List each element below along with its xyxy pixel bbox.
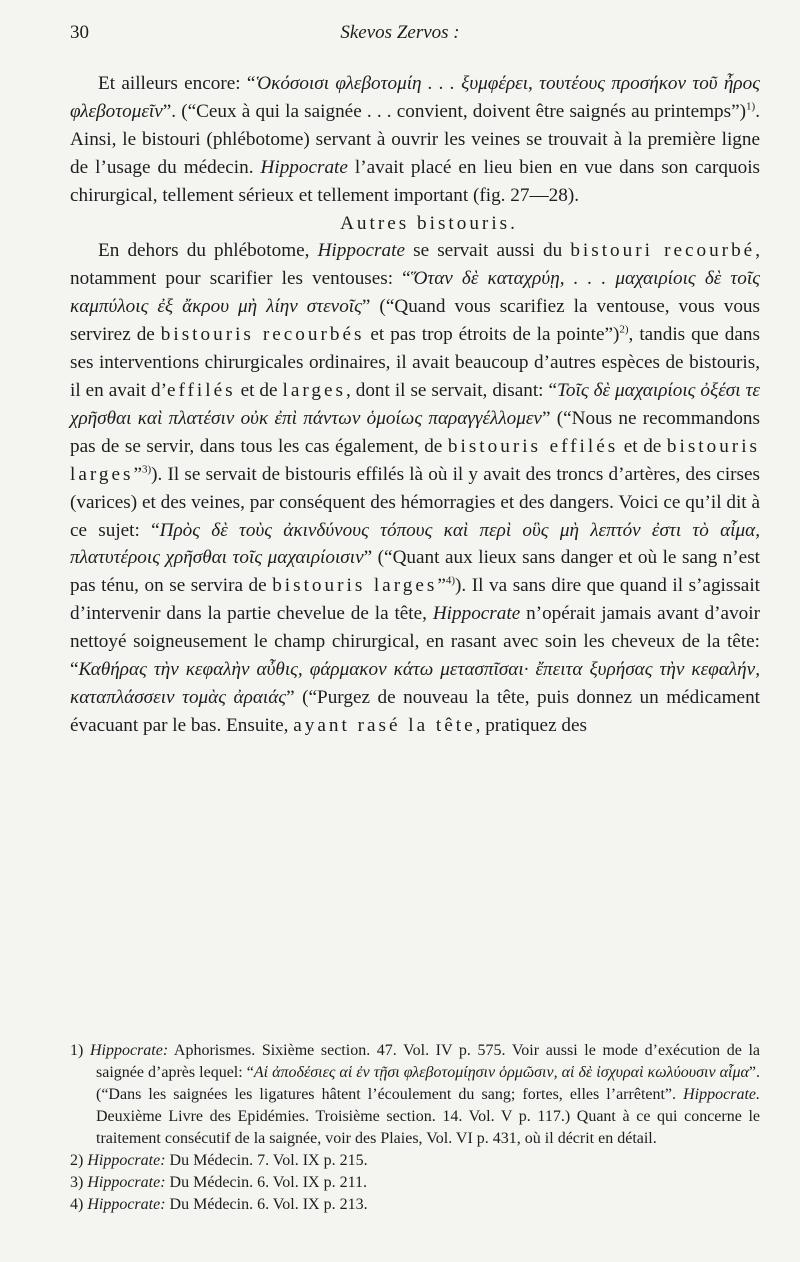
author-name: Hippocrate	[317, 240, 405, 262]
emphasis: bistouris larges	[70, 435, 760, 485]
emphasis: bistouris effilés	[447, 435, 619, 457]
footnote-4: 4) Hippocrate: Du Médecin. 6. Vol. IX p. 213.	[70, 1196, 368, 1213]
greek-quote: Πρὸς δὲ τοὺς ἀκινδύνους τόπους καὶ περὶ οὓς μὴ λεπτόν ἐστι τὸ αἷμα, πλατυτέροις χρῆσθαι τοῖς μαχαιρίοισιν	[70, 519, 760, 569]
paragraph-2: En dehors du phlébotome, Hippocrate se servait aussi du bistouri recourbé, notamment pour scarifier les ventouses: “Ὅταν δὲ καταχρύῃ, . . . μαχαιρίοις δὲ τοῖς καμπύλοις ἐξ ἄκρου μὴ λίην στενοῖς” (“Quand vous scarifiez la ventouse, vous vous servirez de bistouris recourbés et pas trop étroits de la pointe”)$^{2)}$, tandis que dans ses interventions chirurgicales ordinaires, il avait beaucoup d’autres espèces de bistouris, il en avait d’effilés et de larges, dont il se servait, disant: “Τοῖς δὲ μαχαιρίοις ὀξέσι τε χρῆσθαι καὶ πλατέσιν οὐκ ἐπὶ πάντων ὁμοίως παραγγέλλομεν” (“Nous ne recommandons pas de se servir, dans tous les cas également, de bistouris effilés et de bistouris larges”$^{3)}$). Il se servait de bistouris effilés là où il y avait des troncs d’artères, des cirses (varices) et des veines, par conséquent des hémorragies et des dangers. Voici ce qu’il dit à ce sujet: “Πρὸς δὲ τοὺς ἀκινδύνους τόπους καὶ περὶ οὓς μὴ λεπτόν ἐστι τὸ αἷμα, πλατυτέροις χρῆσθαι τοῖς μαχαιρίοισιν” (“Quant aux lieux sans danger et où le sang n’est pas ténu, on se servira de bistouris larges”$^{4)}$). Il va sans dire que quand il s’agissait d’intervenir dans la partie chevelue de la tête, Hippocrate n’opérait jamais avant d’avoir nettoyé soigneusement le champ chirurgical, en rasant avec soin les cheveux de la tête: “Καθήρας τὴν κεφαλὴν αὖθις, φάρμακον κάτω μετασπῖσαι· ἔπειτα ξυρήσας τὴν κεφαλήν, καταπλάσσειν τομὰς ἀραιάς” (“Purgez de nouveau la tête, puis donnez un médicament évacuant par le bas. Ensuite, ayant rasé la tête, pratiquez des	[70, 240, 760, 736]
paragraph-1: Et ailleurs encore: “Ὁκόσοισι φλεβοτομίη . . . ξυμφέρει, τουτέους προσήκον τοῦ ἦρος φλεβοτομεῖν”. (“Ceux à qui la saignée . . . convient, doivent être saignés au printemps”)$^{1)}$. Ainsi, le bistouri (phlébotome) servant à ouvrir les veines se trouvait à la première ligne de l’usage du médecin. Hippocrate l’avait placé en lieu bien en vue dans son carquois chirurgical, tellement sérieux et tellement important (fig. 27—28).	[70, 73, 760, 206]
section-heading: Autres bistouris.	[340, 212, 518, 234]
greek-quote: Ὅταν δὲ καταχρύῃ, . . . μαχαιρίοις δὲ τοῖς καμπύλοις ἐξ ἄκρου μὴ λίην στενοῖς	[70, 268, 760, 318]
footnote-3: 3) Hippocrate: Du Médecin. 6. Vol. IX p. 211.	[70, 1174, 367, 1191]
footnotes	[70, 1040, 760, 1216]
footnote-2: 2) Hippocrate: Du Médecin. 7. Vol. IX p. 215.	[70, 1152, 368, 1169]
emphasis: bistouris larges	[272, 575, 438, 597]
main-text	[70, 70, 760, 740]
greek-quote: Τοῖς δὲ μαχαιρίοις ὀξέσι τε χρῆσθαι καὶ πλατέσιν οὐκ ἐπὶ πάντων ὁμοίως παραγγέλλομεν	[70, 379, 760, 429]
emphasis: ayant rasé la tête	[293, 714, 476, 736]
greek-quote: Αἱ ἀποδέσιες αἱ ἐν τῇσι φλεβοτομίῃσιν ὁρμῶσιν, αἱ δὲ ἰσχυραὶ κωλύουσιν αἷμα	[253, 1064, 749, 1081]
author-name: Hippocrate	[260, 156, 348, 178]
footnote-ref: 4)	[445, 574, 456, 587]
author-name: Hippocrate	[432, 603, 521, 625]
running-title: Skevos Zervos :	[340, 22, 460, 43]
emphasis: larges	[282, 379, 346, 401]
greek-quote: Καθήρας τὴν κεφαλὴν αὖθις, φάρμακον κάτω μετασπῖσαι· ἔπειτα ξυρήσας τὴν κεφαλήν, καταπλάσσειν τομὰς ἀραιάς	[70, 659, 760, 708]
emphasis: effilés	[166, 379, 236, 401]
greek-quote: Ὁκόσοισι φλεβοτομίη . . . ξυμφέρει, τουτέους προσήκον τοῦ ἦρος φλεβοτομεῖν	[70, 73, 760, 122]
footnote-1: 1) Hippocrate: Aphorismes. Sixième section. 47. Vol. IV p. 575. Voir aussi le mode d’exécution de la saignée d’après lequel: “Αἱ ἀποδέσιες αἱ ἐν τῇσι φλεβοτομίῃσιν ὁρμῶσιν, αἱ δὲ ἰσχυραὶ κωλύουσιν αἷμα”. (“Dans les saignées les ligatures hâtent l’écoulement du sang; fortes, elles l’arrêtent”. Hippocrate. Deuxième Livre des Epidémies. Troisième section. 14. Vol. V p. 117.) Quant à ce qui concerne le traitement consécutif de la saignée, voir des Plaies, Vol. VI p. 431, où il décrit en détail.	[70, 1042, 761, 1147]
footnote-ref: 2)	[619, 323, 629, 336]
emphasis: bistouri recourbé	[570, 240, 756, 262]
footnote-ref: 3)	[142, 463, 152, 476]
footnote-ref: 1)	[746, 100, 756, 113]
emphasis: bistouris recourbés	[160, 324, 365, 346]
page-number: 30	[70, 22, 89, 43]
